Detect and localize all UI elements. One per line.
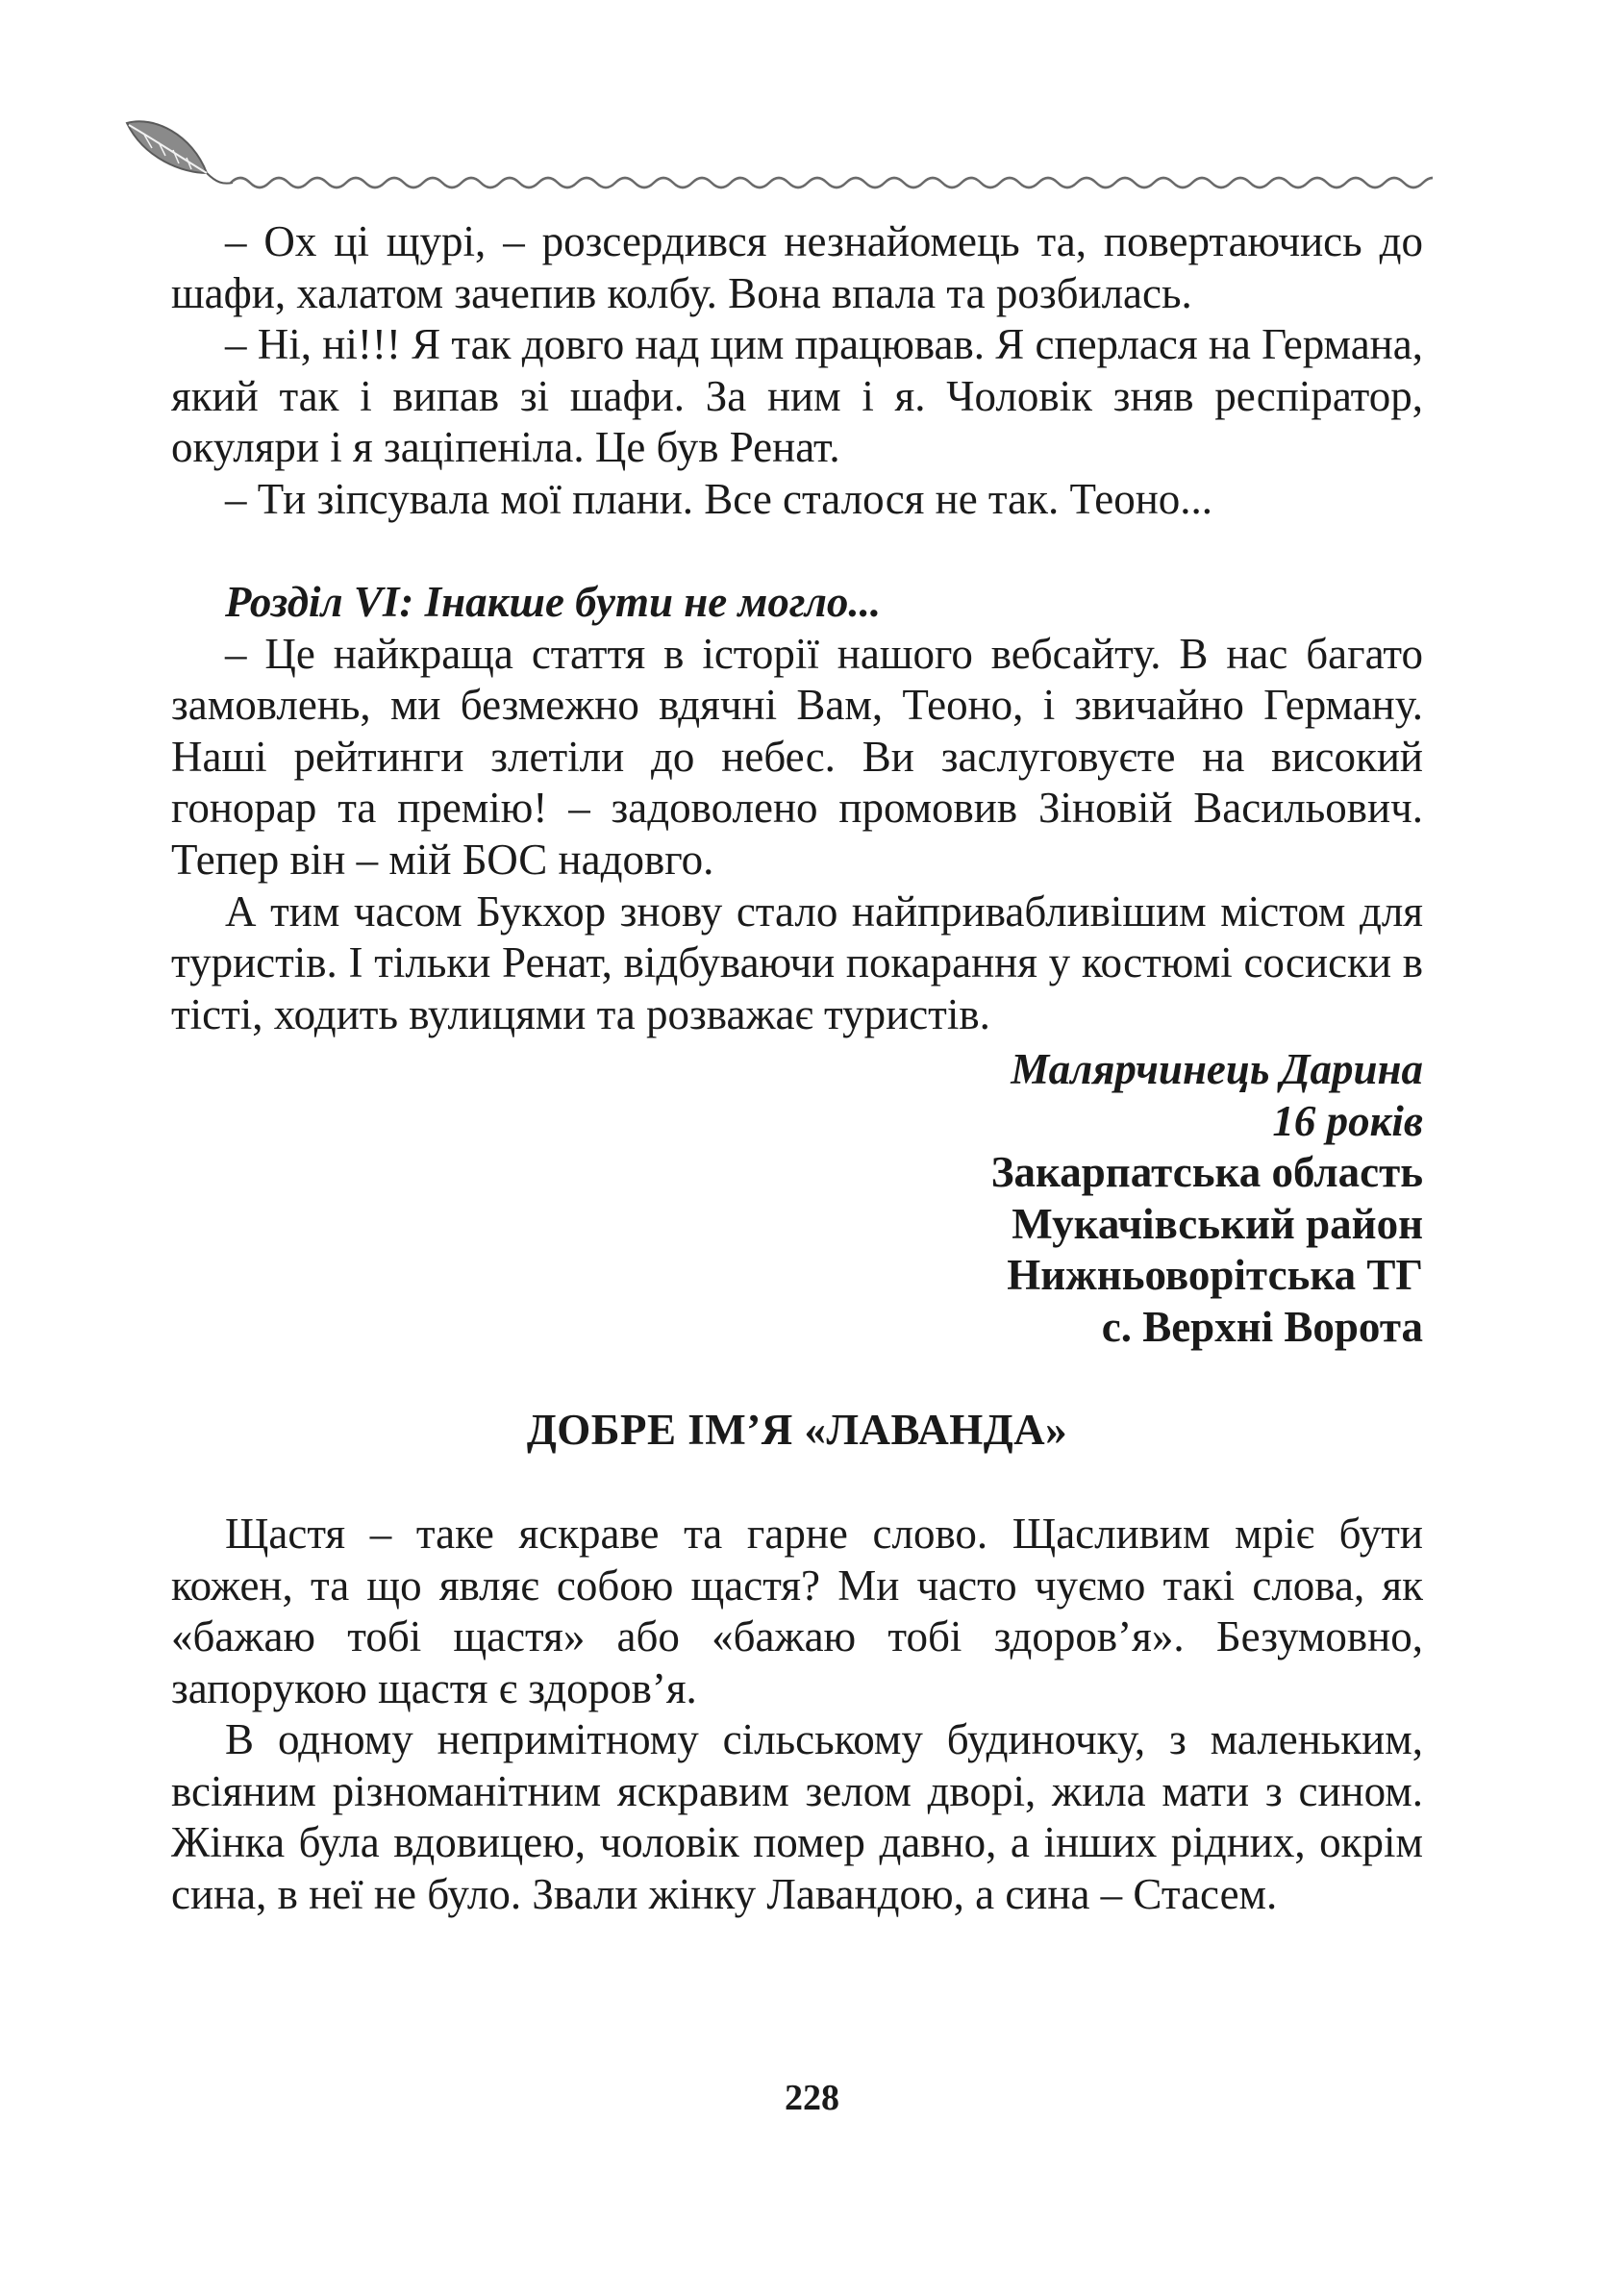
story-title: ДОБРЕ ІМ’Я «ЛАВАНДА» — [526, 1406, 1068, 1455]
author-village: с. Верхні Ворота — [1101, 1302, 1423, 1351]
page-content — [171, 216, 1423, 1920]
wavy-divider — [231, 178, 1433, 187]
author-region: Закарпатська область — [990, 1148, 1423, 1197]
author-age: 16 років — [1272, 1096, 1423, 1145]
section-paragraph: – Це найкраща стаття в історії нашого вебсайту. В нас багато замовлень, ми безмежно вдячні Вам, Теоно, і звичайно Герману. Наші рейтинги злетіли до небес. Ви заслуговуєте на високий гонорар та премію! – задоволено промовив Зіновій Васильович. Тепер він – мій БОС надовго. — [171, 629, 1423, 885]
story2-paragraph: Щастя – таке яскраве та гарне слово. Щасливим мріє бути кожен, та що являє собою щастя? Ми часто чуємо такі слова, як «бажаю тобі щастя» або «бажаю тобі здоров’я». Безумовно, запорукою щастя є здоров’я. — [171, 1510, 1423, 1712]
author-community: Нижньоворітська ТГ — [1007, 1251, 1423, 1300]
story1-paragraph: – Ох ці щурі, – розсердився незнайомець та, повертаючись до шафи, халатом зачепив колбу. Вона впала та розбилась. — [171, 217, 1423, 317]
page-number: 228 — [785, 2078, 839, 2118]
section-heading: Розділ VI: Інакше бути не могло... — [225, 578, 882, 627]
header-ornament — [115, 106, 1433, 202]
story1-paragraph: – Ні, ні!!! Я так довго над цим працював. Я сперлася на Германа, який так і випав зі шафи. За ним і я. Чоловік зняв респіратор, окуляри і я заціпеніла. Це був Ренат. — [171, 320, 1423, 472]
author-name: Малярчинець Дарина — [1011, 1045, 1423, 1094]
leaf-feather-icon — [127, 121, 233, 183]
section-paragraph: А тим часом Букхор знову стало найпривабливішим містом для туристів. І тільки Ренат, відбуваючи покарання у костюмі сосиски в тісті, ходить вулицями та розважає туристів. — [171, 886, 1423, 1038]
story2-paragraph: В одному непримітному сільському будиночку, з маленьким, всіяним різноманітним яскравим зелом дворі, жила мати з сином. Жінка була вдовицею, чоловік помер давно, а інших рідних, окрім сина, в неї не було. Звали жінку Лавандою, а сина – Стасем. — [171, 1715, 1423, 1918]
author-signature — [171, 1044, 1423, 1353]
story1-paragraph: – Ти зіпсувала мої плани. Все сталося не так. Теоно... — [225, 474, 1213, 523]
author-district: Мукачівський район — [1012, 1199, 1423, 1248]
